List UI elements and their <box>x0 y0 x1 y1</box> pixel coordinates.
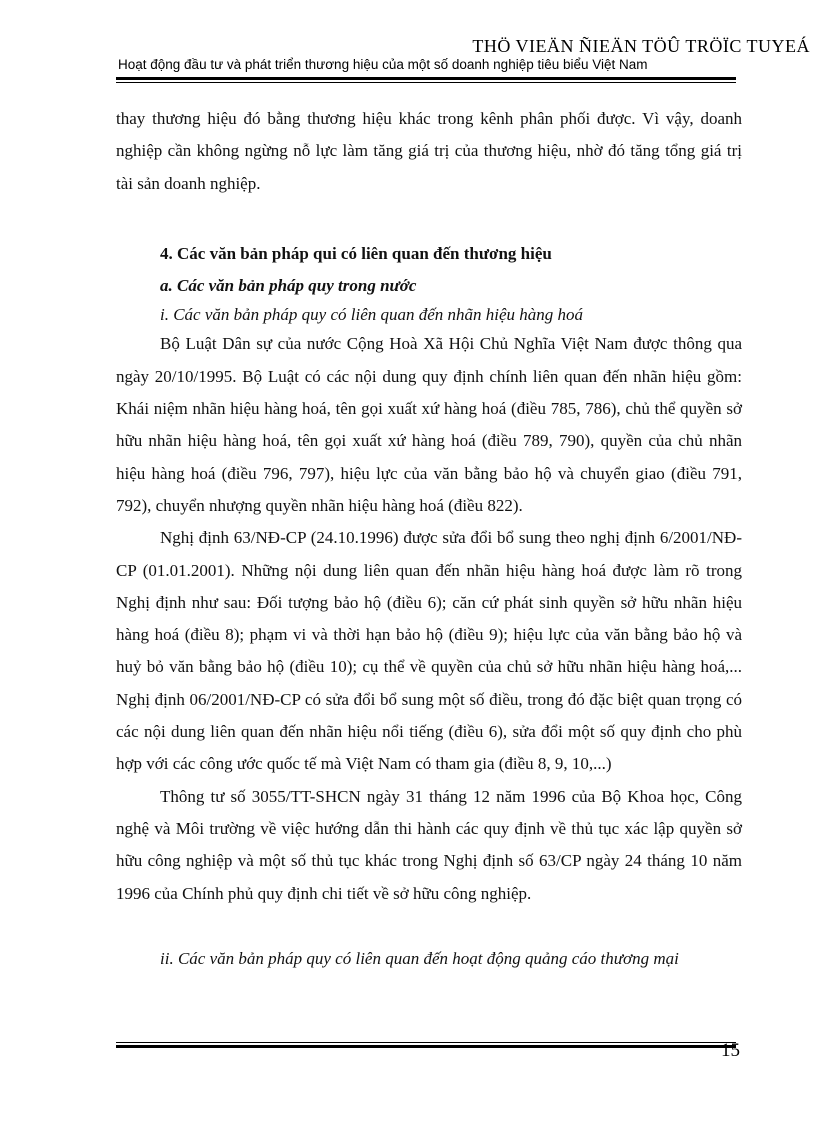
item-heading: ii. Các văn bản pháp quy có liên quan đến hoạt động quảng cáo thương mại <box>160 948 679 968</box>
subsection-heading: a. Các văn bản pháp quy trong nước <box>160 276 417 296</box>
paragraph: Thông tư số 3055/TT-SHCN ngày 31 tháng 12 năm 1996 của Bộ Khoa học, Công nghệ và Môi trường về việc hướng dẫn thi hành các quy định về thủ tục xác lập quyền sở hữu công nghiệp và một số thủ tục khác trong Nghị định số 63/CP ngày 24 tháng 10 năm 1996 của Chính phủ quy định chi tiết về sở hữu công nghiệp. <box>116 786 742 903</box>
paragraph: Nghị định 63/NĐ-CP (24.10.1996) được sửa đổi bổ sung theo nghị định 6/2001/NĐ-CP (01.01.2001). Những nội dung liên quan đến nhãn hiệu hàng hoá được làm rõ trong Nghị định như sau: Đối tượng bảo hộ (điều 6); căn cứ phát sinh quyền sở hữu nhãn hiệu hàng hoá (điều 8); phạm vi và thời hạn bảo hộ (điều 9); hiệu lực của văn bằng bảo hộ và huỷ bỏ văn bằng bảo hộ (điều 10); cụ thể về quyền của chủ sở hữu nhãn hiệu hàng hoá,... Nghị định 06/2001/NĐ-CP có sửa đổi bổ sung một số điều, trong đó đặc biệt quan trọng có các nội dung liên quan đến nhãn hiệu nổi tiếng (điều 6), sửa đổi một số quy định cho phù hợp với các công ước quốc tế mà Việt Nam có tham gia (điều 8, 9, 10,...) <box>116 528 742 774</box>
running-header: Hoạt động đầu tư và phát triển thương hiệu của một số doanh nghiệp tiêu biểu Việt Nam <box>118 57 648 72</box>
item-heading: i. Các văn bản pháp quy có liên quan đến nhãn hiệu hàng hoá <box>160 305 584 325</box>
paragraph-continuation: thay thương hiệu đó bằng thương hiệu khác trong kênh phân phối được. Vì vậy, doanh nghiệp cần không ngừng nỗ lực làm tăng giá trị của thương hiệu, nhờ đó tăng tổng giá trị tài sản doanh nghiệp. <box>116 109 742 193</box>
document-body <box>116 103 742 972</box>
header-rule <box>116 77 736 83</box>
footer-rule <box>116 1042 736 1048</box>
section-heading: 4. Các văn bản pháp qui có liên quan đến thương hiệu <box>160 243 552 263</box>
page-number: 15 <box>721 1040 740 1061</box>
watermark-text: THÖ VIEÄN ÑIEÄN TÖÛ TRÖÏC TUYEÁ <box>472 36 810 56</box>
paragraph: Bộ Luật Dân sự của nước Cộng Hoà Xã Hội Chủ Nghĩa Việt Nam được thông qua ngày 20/10/1995. Bộ Luật có các nội dung quy định chính liên quan đến nhãn hiệu gồm: Khái niệm nhãn hiệu hàng hoá, tên gọi xuất xứ hàng hoá (điều 785, 786), chủ thể quyền sở hữu nhãn hiệu hàng hoá, tên gọi xuất xứ hàng hoá (điều 789, 790), quyền của chủ nhãn hiệu hàng hoá (điều 796, 797), hiệu lực của văn bằng bảo hộ và chuyển giao (điều 791, 792), chuyển nhượng quyền nhãn hiệu hàng hoá (điều 822). <box>116 334 742 515</box>
